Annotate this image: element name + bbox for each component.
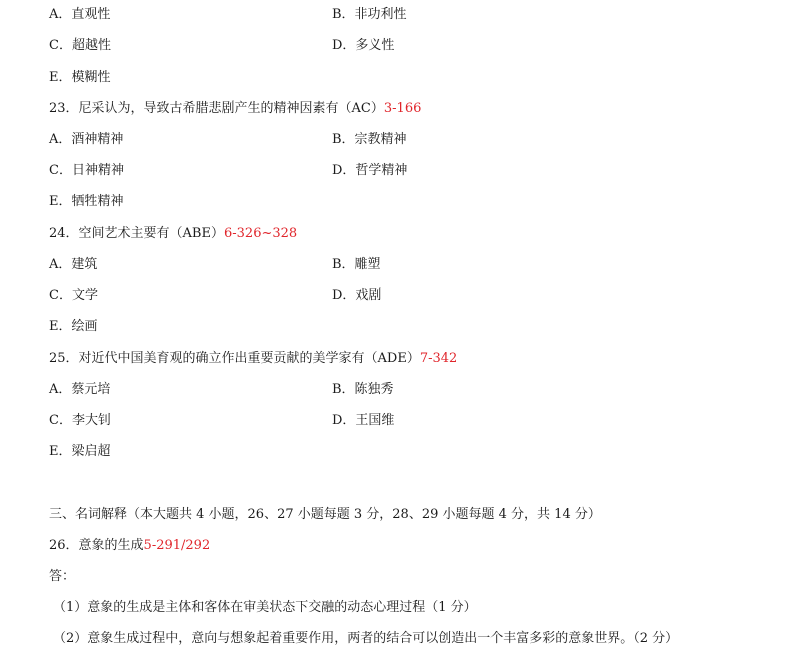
q26-answer-point-1: （1）意象的生成是主体和客体在审美状态下交融的动态心理过程（1 分）	[53, 600, 477, 615]
q25-option-c: C．李大钊	[49, 413, 111, 428]
q22-option-c: C．超越性	[49, 38, 111, 53]
q26-stem-line	[49, 537, 210, 555]
q26-answer-label: 答：	[49, 569, 76, 584]
q25-option-d: D．王国维	[332, 413, 395, 428]
q24-stem-line	[49, 225, 297, 243]
q24-option-e: E．绘画	[49, 319, 98, 334]
q25-stem-line	[49, 350, 457, 368]
q24-page-ref: 6-326~328	[223, 226, 298, 241]
section-3-heading: 三、名词解释（本大题共 4 小题，26、27 小题每题 3 分，28、29 小题每题 4 分，共 14 分）	[49, 507, 601, 522]
q24-option-c: C．文学	[49, 288, 98, 303]
q22-option-e: E．模糊性	[49, 70, 111, 85]
q24-option-a: A．建筑	[49, 257, 98, 272]
q25-option-a: A．蔡元培	[49, 382, 111, 397]
q25-option-e: E．梁启超	[49, 444, 111, 459]
q23-stem-line	[49, 100, 421, 118]
q23-option-a: A．酒神精神	[49, 132, 124, 147]
q23-option-e: E．牺牲精神	[49, 194, 124, 209]
q25-stem: 25．对近代中国美育观的确立作出重要贡献的美学家有（ADE）	[49, 351, 420, 366]
q23-option-c: C．日神精神	[49, 163, 124, 178]
q26-stem: 26．意象的生成	[49, 538, 144, 553]
q24-option-d: D．戏剧	[332, 288, 382, 303]
q23-option-d: D．哲学精神	[332, 163, 408, 178]
q24-option-b: B．雕塑	[332, 257, 381, 272]
q23-option-b: B．宗教精神	[332, 132, 407, 147]
q22-option-d: D．多义性	[332, 38, 395, 53]
q26-page-ref: 5-291/292	[143, 538, 211, 553]
q25-page-ref: 7-342	[419, 351, 458, 366]
q22-option-b: B．非功利性	[332, 7, 407, 22]
q24-stem: 24．空间艺术主要有（ABE）	[49, 226, 224, 241]
q25-option-b: B．陈独秀	[332, 382, 394, 397]
q22-option-a: A．直观性	[49, 7, 111, 22]
q23-stem: 23．尼采认为，导致古希腊悲剧产生的精神因素有（AC）	[49, 101, 384, 116]
q26-answer-point-2: （2）意象生成过程中，意向与想象起着重要作用，两者的结合可以创造出一个丰富多彩的意象世界。（2 分）	[53, 631, 679, 646]
q23-page-ref: 3-166	[383, 101, 422, 116]
